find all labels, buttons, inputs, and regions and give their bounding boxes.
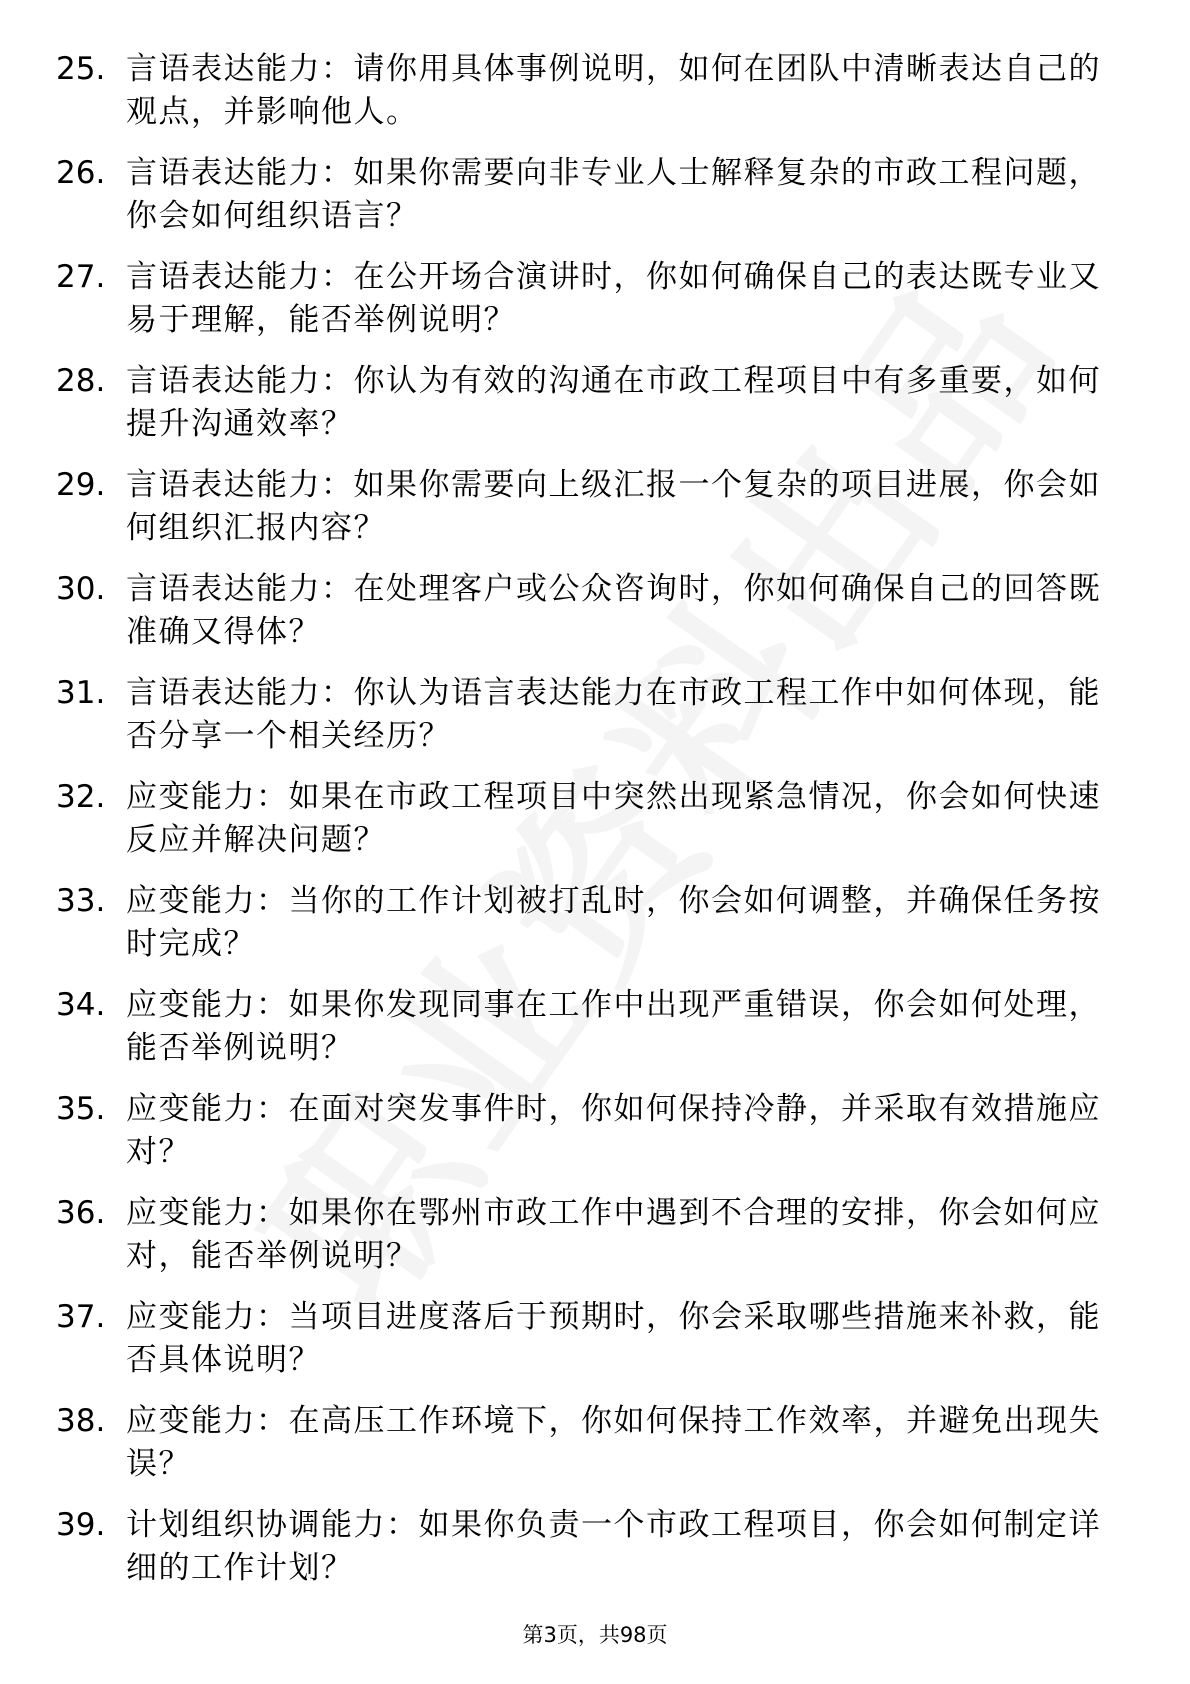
- question-text: 言语表达能力：你认为语言表达能力在市政工程工作中如何体现，能否分享一个相关经历？: [126, 675, 1101, 754]
- list-item: [56, 1504, 1116, 1608]
- question-number: 26.: [56, 155, 106, 191]
- question-text: 言语表达能力：请你用具体事例说明，如何在团队中清晰表达自己的观点，并影响他人。: [126, 51, 1101, 130]
- question-number: 29.: [56, 467, 106, 503]
- question-text: 计划组织协调能力：如果你负责一个市政工程项目，你会如何制定详细的工作计划？: [126, 1507, 1101, 1586]
- list-item: [56, 672, 1116, 776]
- question-number: 36.: [56, 1195, 106, 1231]
- question-text: 言语表达能力：如果你需要向上级汇报一个复杂的项目进展，你会如何组织汇报内容？: [126, 467, 1101, 546]
- list-item: [56, 880, 1116, 984]
- question-number: 28.: [56, 363, 106, 399]
- question-text: 应变能力：如果你在鄂州市政工作中遇到不合理的安排，你会如何应对，能否举例说明？: [126, 1195, 1101, 1274]
- question-number: 32.: [56, 779, 106, 815]
- question-number: 30.: [56, 571, 106, 607]
- page-footer: 第3页，共98页: [522, 1623, 668, 1647]
- list-item: [56, 1296, 1116, 1400]
- question-number: 25.: [56, 51, 106, 87]
- question-text: 言语表达能力：在处理客户或公众咨询时，你如何确保自己的回答既准确又得体？: [126, 571, 1101, 650]
- list-item: [56, 776, 1116, 880]
- question-number: 38.: [56, 1403, 106, 1439]
- question-list: [56, 48, 1116, 1608]
- question-number: 35.: [56, 1091, 106, 1127]
- list-item: [56, 48, 1116, 152]
- list-item: [56, 1192, 1116, 1296]
- list-item: [56, 464, 1116, 568]
- question-number: 37.: [56, 1299, 106, 1335]
- question-text: 应变能力：如果在市政工程项目中突然出现紧急情况，你会如何快速反应并解决问题？: [126, 779, 1101, 858]
- question-text: 言语表达能力：在公开场合演讲时，你如何确保自己的表达既专业又易于理解，能否举例说明？: [126, 259, 1101, 338]
- question-text: 应变能力：如果你发现同事在工作中出现严重错误，你会如何处理，能否举例说明？: [126, 987, 1101, 1066]
- list-item: [56, 568, 1116, 672]
- list-item: [56, 984, 1116, 1088]
- question-number: 39.: [56, 1507, 106, 1543]
- question-number: 33.: [56, 883, 106, 919]
- question-text: 应变能力：在高压工作环境下，你如何保持工作效率，并避免出现失误？: [126, 1403, 1101, 1482]
- list-item: [56, 256, 1116, 360]
- question-number: 27.: [56, 259, 106, 295]
- question-number: 34.: [56, 987, 106, 1023]
- list-item: [56, 1088, 1116, 1192]
- list-item: [56, 1400, 1116, 1504]
- list-item: [56, 152, 1116, 256]
- question-number: 31.: [56, 675, 106, 711]
- list-item: [56, 360, 1116, 464]
- question-text: 应变能力：当你的工作计划被打乱时，你会如何调整，并确保任务按时完成？: [126, 883, 1101, 962]
- question-text: 应变能力：在面对突发事件时，你如何保持冷静，并采取有效措施应对？: [126, 1091, 1101, 1170]
- question-text: 言语表达能力：你认为有效的沟通在市政工程项目中有多重要，如何提升沟通效率？: [126, 363, 1101, 442]
- question-text: 应变能力：当项目进度落后于预期时，你会采取哪些措施来补救，能否具体说明？: [126, 1299, 1101, 1378]
- question-text: 言语表达能力：如果你需要向非专业人士解释复杂的市政工程问题，你会如何组织语言？: [126, 155, 1101, 234]
